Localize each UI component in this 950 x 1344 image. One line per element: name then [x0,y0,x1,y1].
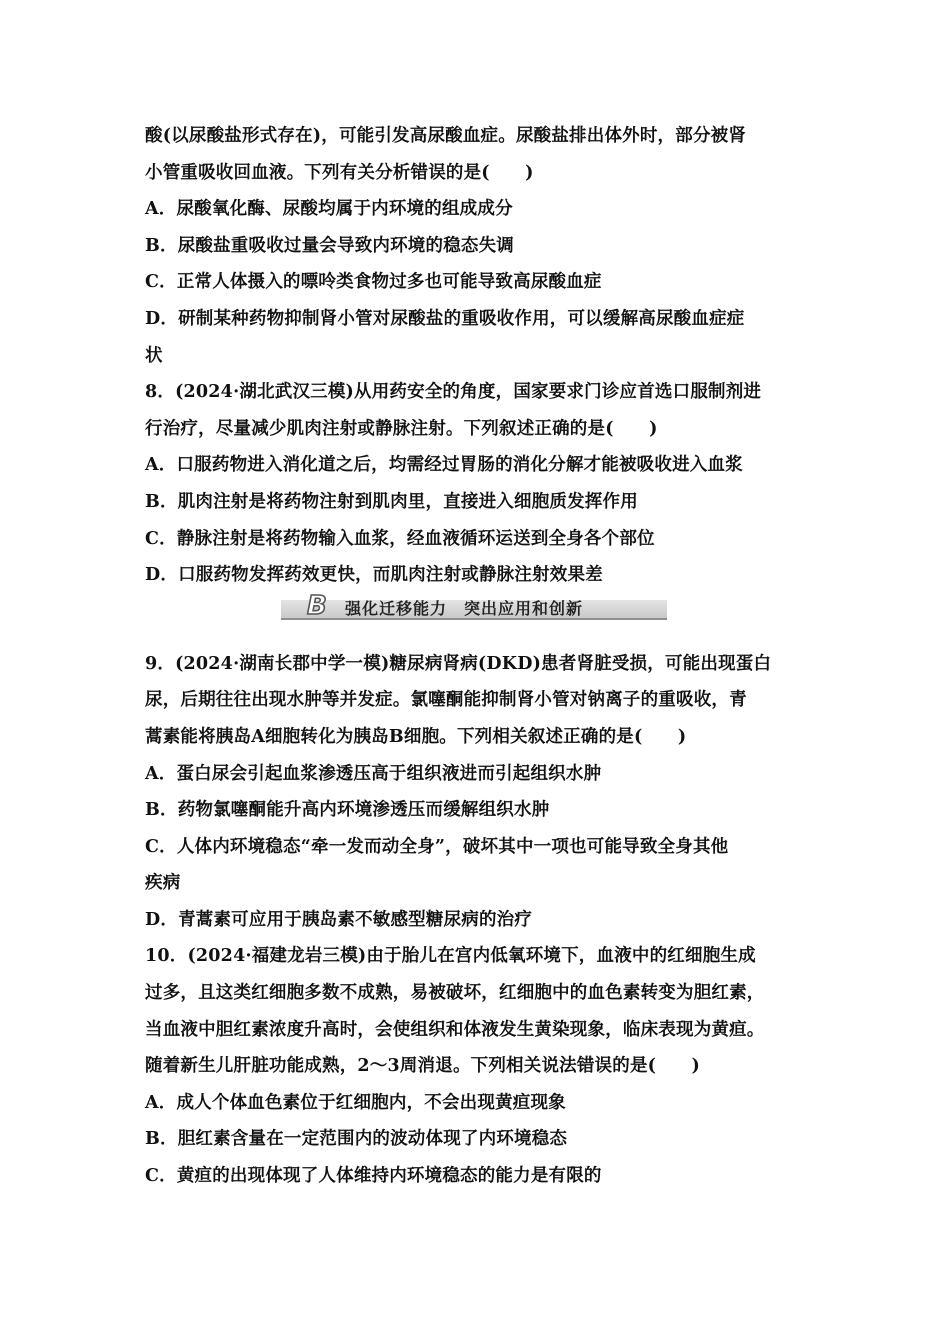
option-d: D．研制某种药物抑制肾小管对尿酸盐的重吸收作用，可以缓解高尿酸血症症 [145,308,745,329]
section-letter-b-icon: B [307,590,327,621]
option-a: A．口服药物进入消化道之后，均需经过胃肠的消化分解才能被吸收进入血浆 [145,455,743,476]
question-10-stem: 10．(2024·福建龙岩三模)由于胎儿在宫内低氧环境下，血液中的红细胞生成 [145,946,756,967]
option-a: A．成人个体血色素位于红细胞内，不会出现黄疸现象 [145,1092,566,1113]
option-c: C．正常人体摄入的嘌呤类食物过多也可能导致高尿酸血症 [145,272,602,293]
question-10-stem-continued: 随着新生儿肝脏功能成熟，2～3周消退。下列相关说法错误的是( ) [145,1056,701,1077]
question-9-stem: 9．(2024·湖南长郡中学一模)糖尿病肾病(DKD)患者肾脏受损，可能出现蛋白 [145,653,772,674]
question-10-stem-continued: 过多，且这类红细胞多数不成熟，易被破坏，红细胞中的血色素转变为胆红素， [145,983,765,1004]
option-c: C．静脉注射是将药物输入血浆，经血液循环运送到全身各个部位 [145,528,655,549]
option-b: B．肌肉注射是将药物注射到肌肉里，直接进入细胞质发挥作用 [145,491,638,512]
question-8-stem: 8．(2024·湖北武汉三模)从用药安全的角度，国家要求门诊应首选口服制剂进 [145,382,762,403]
question-text-block [145,118,825,1195]
option-a: A．尿酸氧化酶、尿酸均属于内环境的组成成分 [145,199,513,220]
option-b: B．药物氯噻酮能升高内环境渗透压而缓解组织水肿 [145,800,550,821]
text-line: 酸(以尿酸盐形式存在)，可能引发高尿酸血症。尿酸盐排出体外时，部分被肾 [145,126,747,146]
questions-7-8 [145,118,825,594]
section-banner [145,590,825,646]
option-d: D．口服药物发挥药效更快，而肌肉注射或静脉注射效果差 [145,565,603,586]
option-c: C．黄疸的出现体现了人体维持内环境稳态的能力是有限的 [145,1166,602,1187]
section-title: 强化迁移能力 突出应用和创新 [345,598,584,618]
option-d-continued: 状 [145,345,163,366]
question-9-stem-continued: 蒿素能将胰岛A细胞转化为胰岛B细胞。下列相关叙述正确的是( ) [145,726,687,747]
option-d: D．青蒿素可应用于胰岛素不敏感型糖尿病的治疗 [145,909,533,930]
option-c: C．人体内环境稳态“牵一发而动全身”，破坏其中一项也可能导致全身其他 [145,836,729,857]
option-a: A．蛋白尿会引起血浆渗透压高于组织液进而引起组织水肿 [145,763,602,784]
option-c-continued: 疾病 [145,873,181,894]
question-9-stem-continued: 尿，后期往往出现水肿等并发症。氯噻酮能抑制肾小管对钠离子的重吸收，青 [145,690,747,711]
text-line: 小管重吸收回血液。下列有关分析错误的是( ) [145,162,534,183]
option-b: B．尿酸盐重吸收过量会导致内环境的稳态失调 [145,235,514,256]
option-b: B．胆红素含量在一定范围内的波动体现了内环境稳态 [145,1129,568,1150]
question-10-stem-continued: 当血液中胆红素浓度升高时，会使组织和体液发生黄染现象，临床表现为黄疸。 [145,1019,765,1040]
questions-9-10 [145,646,825,1195]
question-8-stem-continued: 行治疗，尽量减少肌肉注射或静脉注射。下列叙述正确的是( ) [145,418,658,439]
